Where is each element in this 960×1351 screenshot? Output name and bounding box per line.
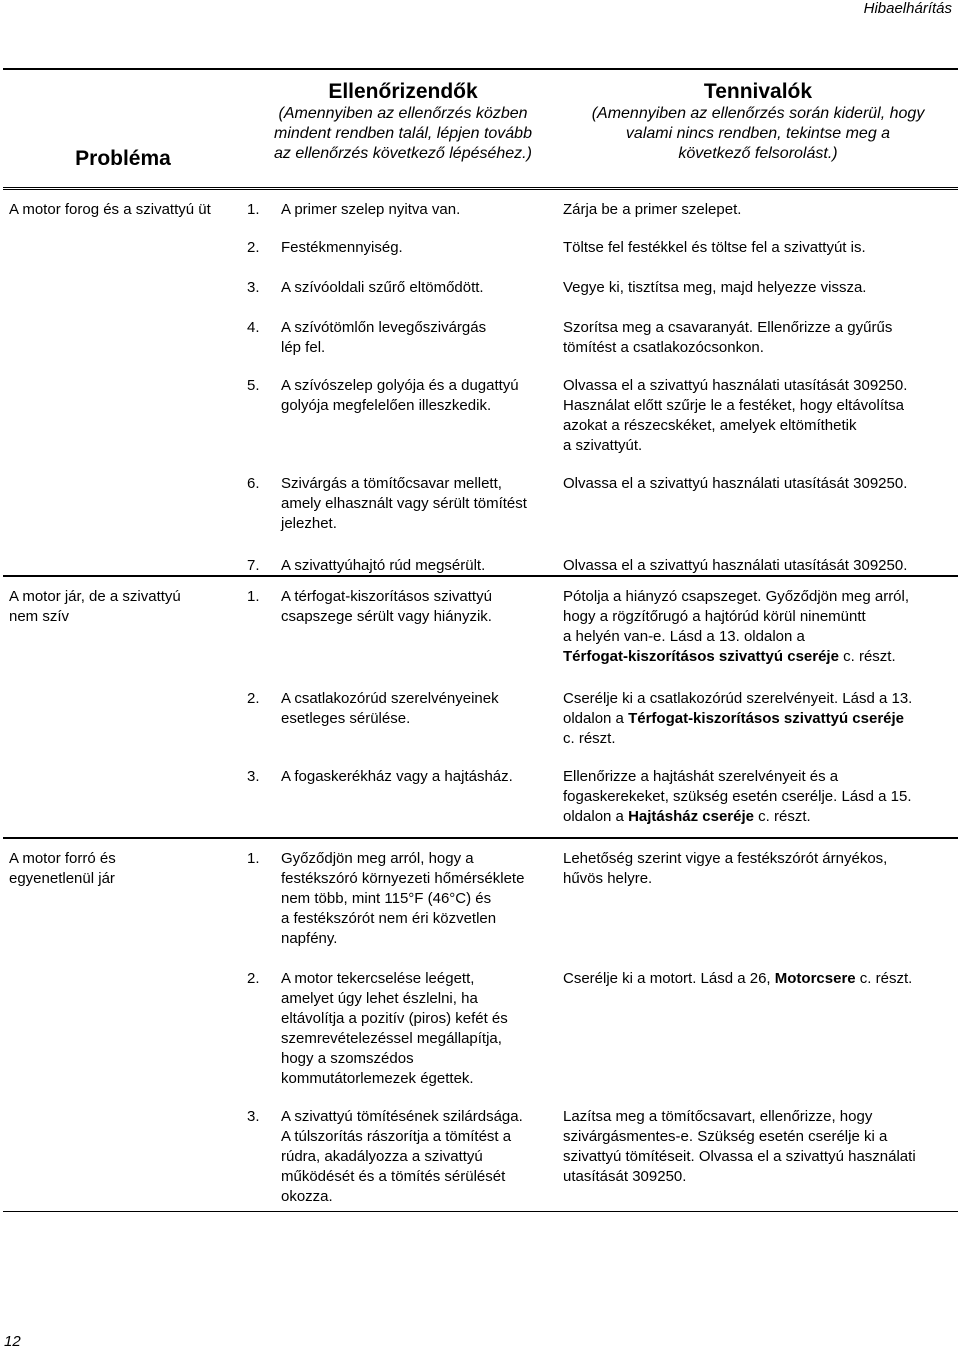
- action-text: [563, 1107, 953, 1207]
- header-checks-sub-1: (Amennyiben az ellenőrzés közben: [278, 105, 528, 122]
- action-fragment: oldalon a: [563, 808, 629, 825]
- table-row: [3, 969, 953, 1089]
- action-line: tömítést a csatlakozócsonkon.: [563, 339, 764, 356]
- check-line: A szivattyúhajtó rúd megsérült.: [281, 557, 486, 574]
- table-row: [3, 767, 953, 827]
- check-line: A motor tekercselése leégett,: [281, 970, 475, 987]
- check-text: [281, 474, 563, 534]
- problem-line: A motor forró és: [9, 850, 116, 867]
- check-line: szemrevételezéssel megállapítja,: [281, 1030, 502, 1047]
- check-line: amelyet úgy lehet észlelni, ha: [281, 990, 478, 1007]
- check-text: [281, 969, 563, 1089]
- problem-line: A motor jár, de a szivattyú: [9, 588, 181, 605]
- action-line: [563, 709, 953, 729]
- action-line: azokat a részecskéket, amelyek eltömíthetik: [563, 417, 857, 434]
- check-line: A túlszorítás rászorítja a tömítést a: [281, 1128, 512, 1145]
- table-header: [3, 70, 958, 190]
- table-row: [3, 376, 953, 456]
- check-line: A szívószelep golyója és a dugattyú: [281, 377, 519, 394]
- action-line: Zárja be a primer szelepet.: [563, 201, 742, 218]
- running-head: Hibaelhárítás: [863, 0, 952, 17]
- table-row: [3, 278, 953, 298]
- step-number: 3.: [247, 1108, 260, 1125]
- check-text: [281, 278, 563, 298]
- check-line: A szivattyú tömítésének szilárdsága.: [281, 1108, 523, 1125]
- action-fragment: c. részt.: [855, 970, 913, 987]
- step-number: 6.: [247, 475, 260, 492]
- section-reference: Térfogat-kiszorításos szivattyú cseréje: [628, 710, 905, 727]
- check-line: Szivárgás a tömítőcsavar mellett,: [281, 475, 502, 492]
- problem-line: A motor forog és a szivattyú üt: [9, 201, 211, 218]
- action-text: [563, 318, 953, 358]
- table-row: [3, 200, 953, 220]
- step-number: 5.: [247, 377, 260, 394]
- section-reference: Térfogat-kiszorításos szivattyú cseréje: [563, 648, 839, 665]
- check-line: A szívóoldali szűrő eltömődött.: [281, 279, 484, 296]
- action-line: Pótolja a hiányzó csapszeget. Győződjön meg arról,: [563, 588, 910, 605]
- troubleshooting-table: [3, 68, 958, 1212]
- action-line: Szorítsa meg a csavaranyát. Ellenőrizze a gyűrűs: [563, 319, 893, 336]
- step-number: 3.: [247, 768, 260, 785]
- problem-group: [3, 190, 958, 577]
- page-number: 12: [4, 1333, 21, 1350]
- header-actions-sub-3: következő felsorolást.): [678, 145, 838, 162]
- action-line: Töltse fel festékkel és töltse fel a szivattyút is.: [563, 239, 866, 256]
- action-fragment: c. részt.: [753, 808, 811, 825]
- action-line: Cserélje ki a csatlakozórúd szerelvényeit. Lásd a 13.: [563, 690, 913, 707]
- step-number: 1.: [247, 201, 260, 218]
- check-text: [281, 849, 563, 949]
- table-row: [3, 318, 953, 358]
- header-actions-sub-1: (Amennyiben az ellenőrzés során kiderül, hogy: [591, 105, 925, 122]
- check-line: Festékmennyiség.: [281, 239, 403, 256]
- check-line: A csatlakozórúd szerelvényeinek: [281, 690, 499, 707]
- action-text: [563, 238, 953, 258]
- action-line: Olvassa el a szivattyú használati utasítását 309250.: [563, 475, 908, 492]
- action-line: szivattyú tömítéseit. Olvassa el a szivattyú használati: [563, 1148, 916, 1165]
- action-line: Ellenőrizze a hajtáshát szerelvényeit és a: [563, 768, 839, 785]
- action-text: [563, 849, 953, 949]
- check-line: nem több, mint 115°F (46°C) és: [281, 890, 492, 907]
- check-text: [281, 200, 563, 220]
- action-text: [563, 474, 953, 534]
- check-text: [281, 689, 563, 749]
- section-reference: Motorcsere: [774, 970, 856, 987]
- step-number: 4.: [247, 319, 260, 336]
- check-line: A térfogat-kiszorításos szivattyú: [281, 588, 492, 605]
- action-line: fogaskerekeket, szükség esetén cserélje. Lásd a 15.: [563, 788, 912, 805]
- check-line: festékszóró környezeti hőmérséklete: [281, 870, 525, 887]
- action-line: Vegye ki, tisztítsa meg, majd helyezze vissza.: [563, 279, 867, 296]
- check-text: [281, 556, 563, 576]
- action-text: [563, 376, 953, 456]
- check-text: [281, 587, 563, 667]
- action-line: [563, 647, 953, 667]
- table-row: [3, 849, 953, 949]
- check-line: csapszege sérült vagy hiányzik.: [281, 608, 492, 625]
- check-line: okozza.: [281, 1188, 333, 1205]
- action-text: [563, 767, 953, 827]
- check-line: rúdra, akadályozza a szivattyú: [281, 1148, 483, 1165]
- check-text: [281, 1107, 563, 1207]
- action-text: [563, 689, 953, 749]
- action-text: [563, 969, 953, 1089]
- action-line: Olvassa el a szivattyú használati utasítását 309250.: [563, 557, 908, 574]
- action-fragment: Cserélje ki a motort. Lásd a 26,: [563, 970, 775, 987]
- action-text: [563, 278, 953, 298]
- table-body: [3, 190, 958, 1212]
- action-text: [563, 587, 953, 667]
- table-row: [3, 238, 953, 258]
- problem-line: egyenetlenül jár: [9, 870, 115, 887]
- table-row: [3, 587, 953, 667]
- action-line: a helyén van-e. Lásd a 13. oldalon a: [563, 628, 805, 645]
- check-text: [281, 318, 563, 358]
- header-checks-title: Ellenőrizendők: [328, 80, 478, 103]
- check-line: lép fel.: [281, 339, 326, 356]
- step-number: 2.: [247, 690, 260, 707]
- check-line: golyója megfelelően illeszkedik.: [281, 397, 492, 414]
- check-line: A szívótömlőn levegőszivárgás: [281, 319, 487, 336]
- action-text: [563, 200, 953, 220]
- check-line: eltávolítja a pozitív (piros) kefét és: [281, 1010, 508, 1027]
- action-fragment: oldalon a: [563, 710, 629, 727]
- problem-group: [3, 839, 958, 1212]
- header-actions: [563, 80, 953, 164]
- step-number: 2.: [247, 239, 260, 256]
- check-line: A primer szelep nyitva van.: [281, 201, 461, 218]
- action-line: hogy a rögzítőrugó a hajtórúd körül ninemüntt: [563, 608, 866, 625]
- action-line: utasítását 309250.: [563, 1168, 687, 1185]
- check-line: A fogaskerékház vagy a hajtásház.: [281, 768, 513, 785]
- action-line: c. részt.: [563, 730, 616, 747]
- check-line: amely elhasznált vagy sérült tömítést: [281, 495, 527, 512]
- table-row: [3, 556, 953, 576]
- step-number: 1.: [247, 588, 260, 605]
- header-actions-title: Tennivalók: [703, 80, 813, 103]
- action-line: Lazítsa meg a tömítőcsavart, ellenőrizze, hogy: [563, 1108, 873, 1125]
- action-line: szivárgásmentes-e. Szükség esetén cserélje ki a: [563, 1128, 888, 1145]
- table-row: [3, 1107, 953, 1207]
- action-line: hűvös helyre.: [563, 870, 653, 887]
- check-line: hogy a szomszédos: [281, 1050, 414, 1067]
- action-line: Használat előtt szűrje le a festéket, hogy eltávolítsa: [563, 397, 905, 414]
- action-line: Olvassa el a szivattyú használati utasítását 309250.: [563, 377, 908, 394]
- header-checks-sub-2: mindent rendben talál, lépjen tovább: [274, 125, 532, 142]
- action-line: [563, 807, 953, 827]
- action-line: [563, 969, 953, 989]
- action-text: [563, 556, 953, 576]
- step-number: 2.: [247, 970, 260, 987]
- action-line: Lehetőség szerint vigye a festékszórót árnyékos,: [563, 850, 888, 867]
- check-line: a festékszórót nem éri közvetlen: [281, 910, 497, 927]
- action-fragment: c. részt.: [838, 648, 896, 665]
- check-line: működését és a tömítés sérülését: [281, 1168, 506, 1185]
- header-checks-sub-3: az ellenőrzés következő lépéséhez.): [274, 145, 532, 162]
- action-line: a szivattyút.: [563, 437, 643, 454]
- header-problem: Probléma: [75, 147, 171, 170]
- section-reference: Hajtásház cseréje: [628, 808, 754, 825]
- step-number: 3.: [247, 279, 260, 296]
- check-text: [281, 238, 563, 258]
- step-number: 1.: [247, 850, 260, 867]
- check-text: [281, 767, 563, 827]
- check-text: [281, 376, 563, 456]
- problem-group: [3, 577, 958, 839]
- check-line: napfény.: [281, 930, 338, 947]
- problem-line: nem szív: [9, 608, 70, 625]
- check-line: esetleges sérülése.: [281, 710, 411, 727]
- check-line: Győződjön meg arról, hogy a: [281, 850, 474, 867]
- table-row: [3, 474, 953, 534]
- header-checks: [243, 80, 563, 164]
- table-row: [3, 689, 953, 749]
- step-number: 7.: [247, 557, 260, 574]
- header-actions-sub-2: valami nincs rendben, tekintse meg a: [625, 125, 891, 142]
- check-line: kommutátorlemezek égettek.: [281, 1070, 474, 1087]
- check-line: jelezhet.: [281, 515, 337, 532]
